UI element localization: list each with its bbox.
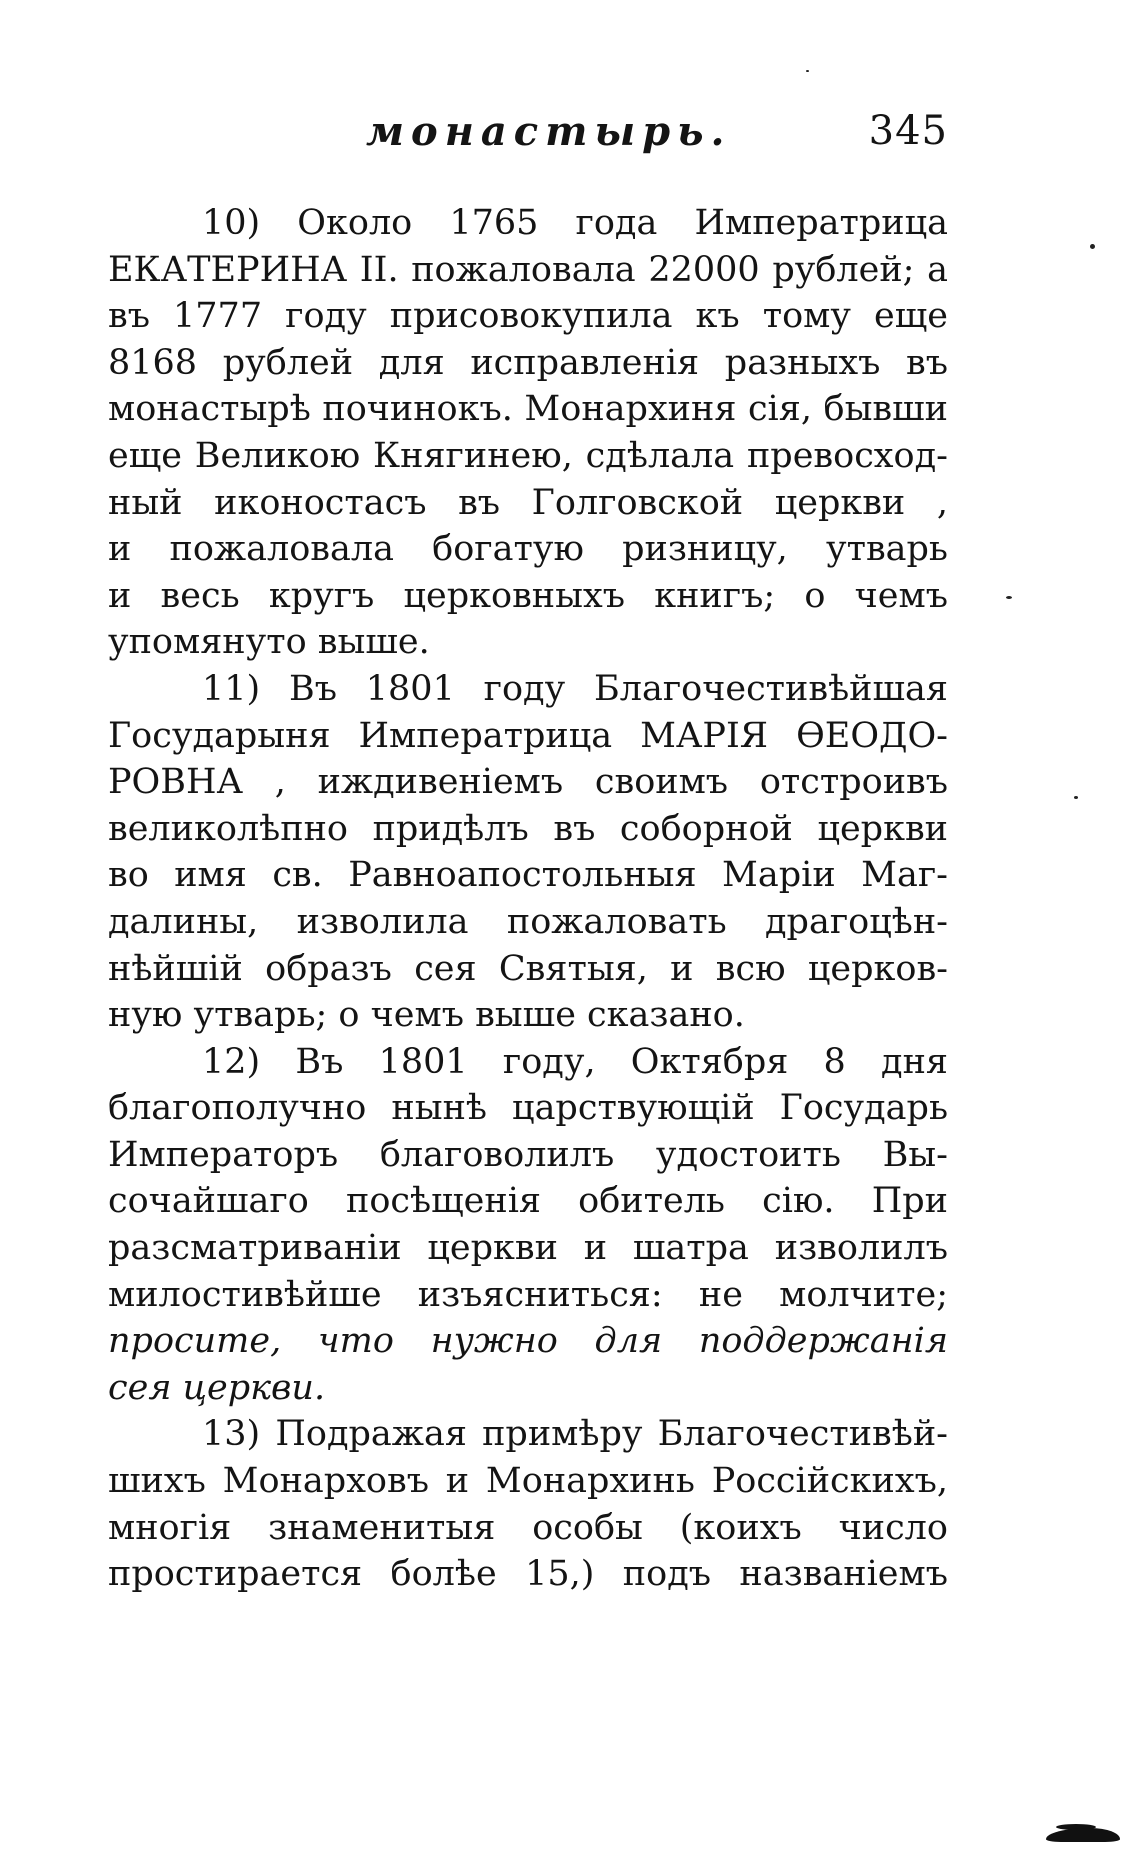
text-line: во имя св. Равноапостольныя Маріи Маг- [108, 855, 948, 896]
ink-blot-body [1046, 1828, 1120, 1842]
text-line: ную утварь; о чемъ выше сказано. [108, 995, 745, 1036]
text-line: РОВНА , иждивеніемъ своимъ отстроивъ [108, 762, 948, 803]
text-line: 8168 рублей для исправленія разныхъ въ [108, 342, 948, 383]
page-number: 345 [868, 108, 948, 154]
ink-speck [1090, 244, 1095, 249]
text-line: нѣйшій образъ сея Святыя, и всю церков- [108, 948, 948, 989]
ink-speck [1006, 596, 1012, 599]
text-line: 12) Въ 1801 году, Октября 8 дня [202, 1041, 948, 1082]
ink-speck [1074, 796, 1078, 799]
page-header [108, 108, 948, 168]
text-line: 13) Подражая примѣру Благочестивѣй- [202, 1414, 948, 1455]
text-line: разсматриваніи церкви и шатра изволилъ [108, 1228, 948, 1269]
text-line: великолѣпно придѣлъ въ соборной церкви [108, 808, 948, 849]
text-line: еще Великою Княгинею, сдѣлала превосход- [108, 435, 948, 476]
text-line: благополучно нынѣ царствующій Государь [108, 1088, 948, 1129]
text-line: простирается болѣе 15,) подъ названіемъ [108, 1554, 948, 1595]
text-line: и весь кругъ церковныхъ книгъ; о чемъ [108, 575, 948, 616]
paragraph-12 [108, 1039, 948, 1412]
text-line: далины, изволила пожаловать драгоцѣн- [108, 901, 948, 942]
running-title: монастырь. [366, 108, 732, 155]
text-line: ЕКАТЕРИНА II. пожаловала 22000 рублей; а [108, 249, 948, 290]
ink-blot [1046, 1824, 1120, 1842]
text-line: шихъ Монарховъ и Монархинь Россійскихъ, [108, 1461, 948, 1502]
text-line: и пожаловала богатую ризницу, утварь [108, 529, 948, 570]
text-line: Государыня Императрица МАРІЯ ѲЕОДО- [108, 715, 948, 756]
body-text [108, 200, 948, 1598]
paragraph-10 [108, 200, 948, 666]
text-line: упомянуто выше. [108, 622, 430, 663]
text-line: въ 1777 году присовокупила къ тому еще [108, 296, 948, 337]
text-line: милостивѣйше изъясниться: не молчите; [108, 1274, 948, 1315]
text-line: 10) Около 1765 года Императрица [202, 203, 948, 243]
text-line: ный иконостасъ въ Голговской церкви , [108, 482, 948, 523]
text-line: монастырѣ починокъ. Монархиня сія, бывши [108, 389, 948, 430]
text-line: сочайшаго посѣщенія обитель сію. При [108, 1181, 948, 1222]
text-line: 11) Въ 1801 году Благочестивѣйшая [202, 668, 948, 709]
text-line-italic: просите, что нужно для поддержанія [108, 1321, 948, 1362]
paragraph-11 [108, 666, 948, 1039]
text-line-italic: сея церкви. [108, 1367, 326, 1408]
ink-speck [806, 70, 809, 72]
text-line: многія знаменитыя особы (коихъ число [108, 1507, 948, 1548]
text-line: Императоръ благоволилъ удостоить Вы- [108, 1134, 948, 1175]
paragraph-13 [108, 1411, 948, 1597]
